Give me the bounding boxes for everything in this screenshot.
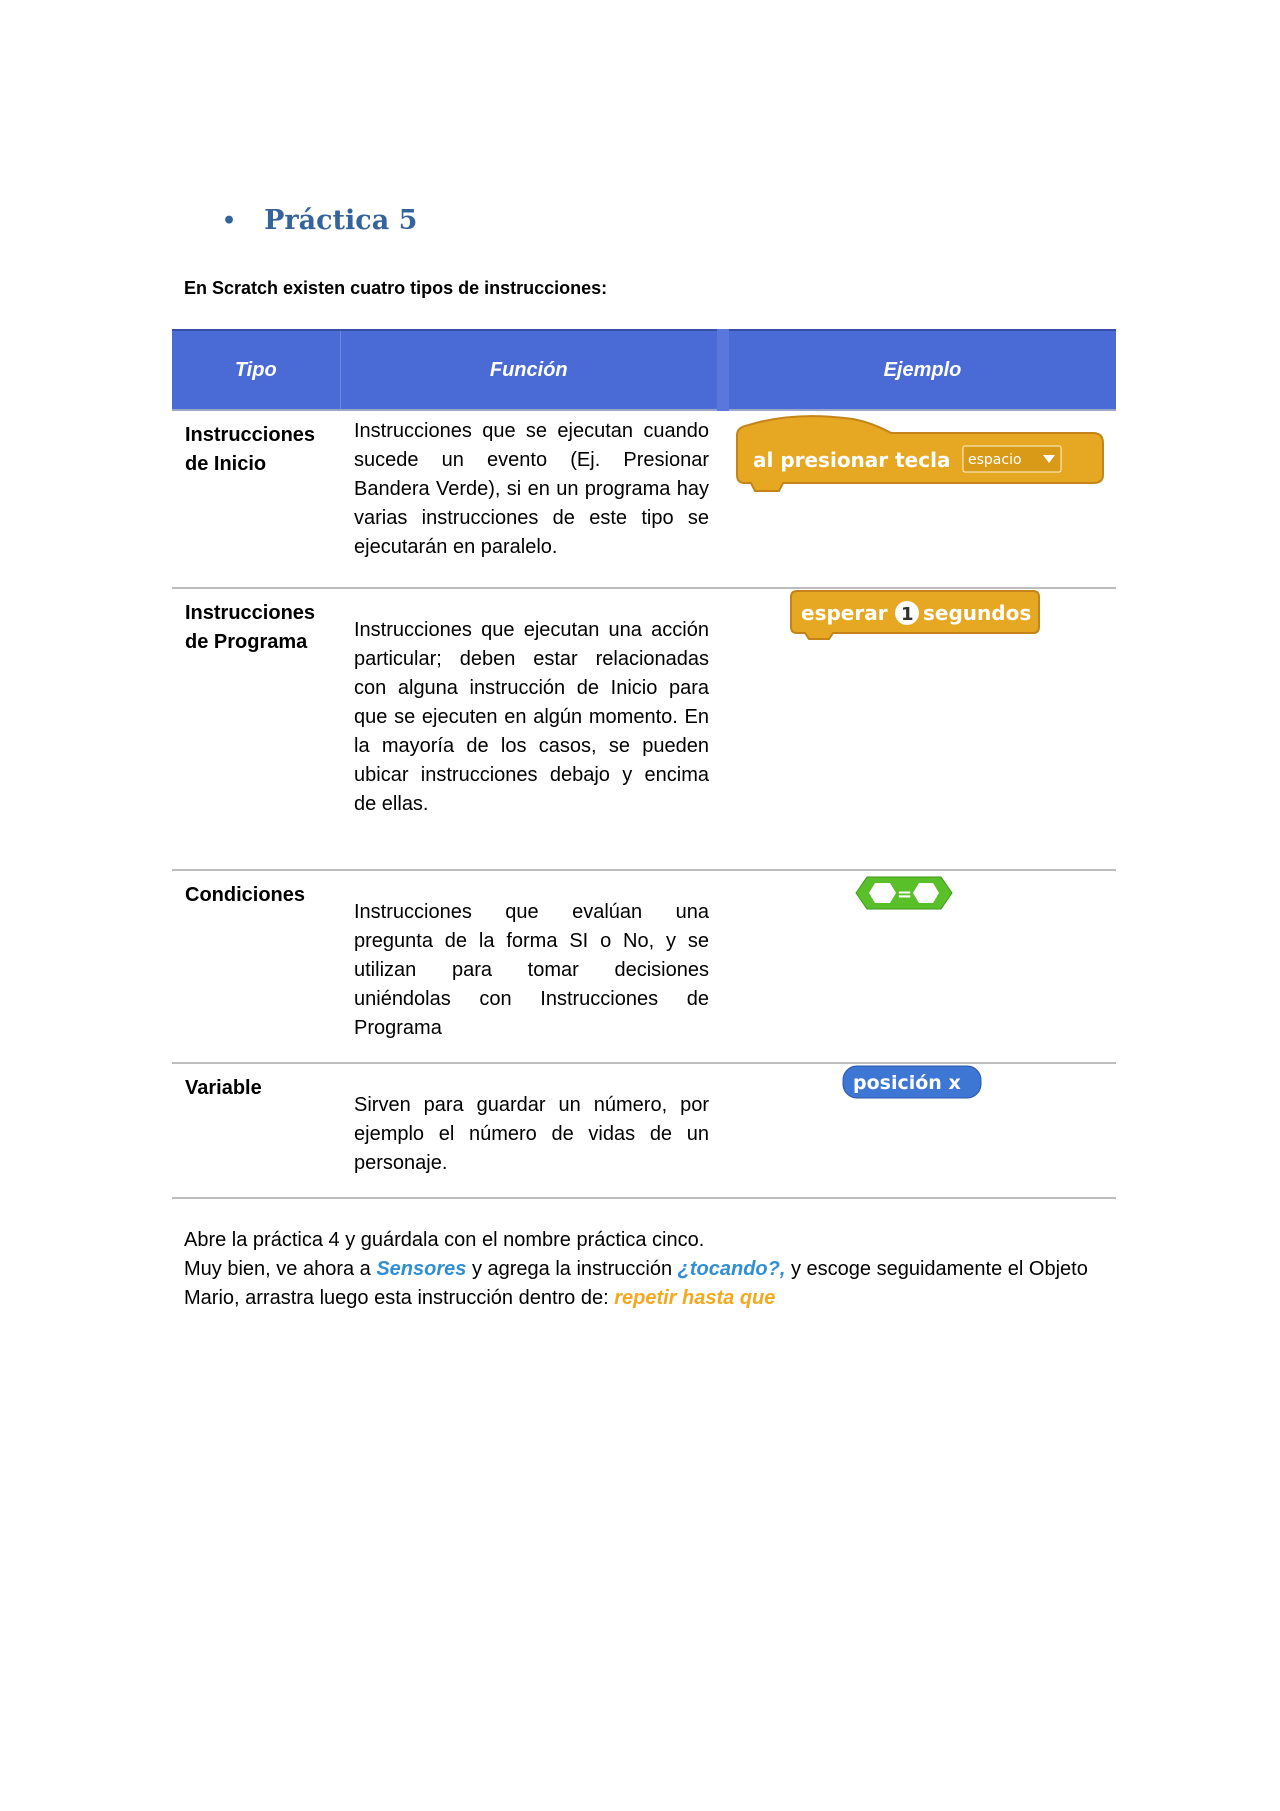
dropdown-value[interactable]: espacio <box>968 452 1022 468</box>
paragraph-line-2 <box>184 1255 1114 1313</box>
sensores-keyword: Sensores <box>376 1258 467 1280</box>
row-funcion: Sirven para guardar un número, por ejemplo el número de vidas de un personaje. <box>340 1063 723 1198</box>
equals-operator: = <box>897 884 913 905</box>
row-ejemplo <box>723 1063 1116 1198</box>
operator-block-equals <box>723 871 1116 921</box>
reporter-label: posición x <box>853 1072 961 1094</box>
row-ejemplo <box>723 870 1116 1063</box>
instruction-types-table <box>172 329 1116 1199</box>
wait-block-label: esperar <box>801 601 888 625</box>
page-title: Práctica 5 <box>264 205 418 236</box>
paragraph-line-1: Abre la práctica 4 y guárdala con el nombre práctica cinco. <box>184 1229 705 1251</box>
row-tipo: Instrucciones de Inicio <box>172 410 340 588</box>
text-segment: y escoge seguidamente el Objeto Mario, arrastra luego esta instrucción dentro de: <box>184 1258 1088 1309</box>
row-ejemplo <box>723 588 1116 870</box>
bullet-icon: • <box>222 207 237 234</box>
row-tipo: Instrucciones de Programa <box>172 588 340 870</box>
row-funcion: Instrucciones que ejecutan una acción particular; deben estar relacionadas con alguna instrucción de Inicio para que se ejecuten en algún momento. En la mayoría de los casos, se pueden ubicar instrucciones debajo y encima de ellas. <box>340 588 723 870</box>
header-funcion: Función <box>340 330 723 410</box>
hat-block-key-pressed <box>723 413 1116 493</box>
command-block-wait <box>723 589 1116 649</box>
table-row <box>172 1063 1116 1198</box>
tocando-keyword: ¿tocando?, <box>677 1258 786 1280</box>
hat-block-label: al presionar tecla <box>753 448 951 472</box>
text-segment: Muy bien, ve ahora a <box>184 1258 377 1280</box>
text-segment: y agrega la instrucción <box>466 1258 678 1280</box>
row-tipo: Condiciones <box>172 870 340 1063</box>
instructions-paragraph <box>184 1226 1114 1313</box>
table-row <box>172 588 1116 870</box>
reporter-block-position-x <box>723 1064 1116 1114</box>
row-funcion: Instrucciones que se ejecutan cuando sucede un evento (Ej. Presionar Bandera Verde), si en un programa hay varias instrucciones de este tipo se ejecutarán en paralelo. <box>340 410 723 588</box>
header-ejemplo: Ejemplo <box>723 330 1116 410</box>
row-tipo: Variable <box>172 1063 340 1198</box>
table-header-row <box>172 330 1116 410</box>
row-funcion: Instrucciones que evalúan una pregunta de la forma SI o No, y se utilizan para tomar decisiones uniéndolas con Instrucciones de Programa <box>340 870 723 1063</box>
table-row <box>172 410 1116 588</box>
row-ejemplo <box>723 410 1116 588</box>
repetir-keyword: repetir hasta que <box>614 1287 776 1309</box>
intro-text: En Scratch existen cuatro tipos de instrucciones: <box>184 278 608 298</box>
header-tipo: Tipo <box>172 330 340 410</box>
section-heading <box>222 205 417 236</box>
table-row <box>172 870 1116 1063</box>
wait-block-suffix: segundos <box>923 601 1032 625</box>
wait-seconds-value[interactable]: 1 <box>901 604 914 625</box>
